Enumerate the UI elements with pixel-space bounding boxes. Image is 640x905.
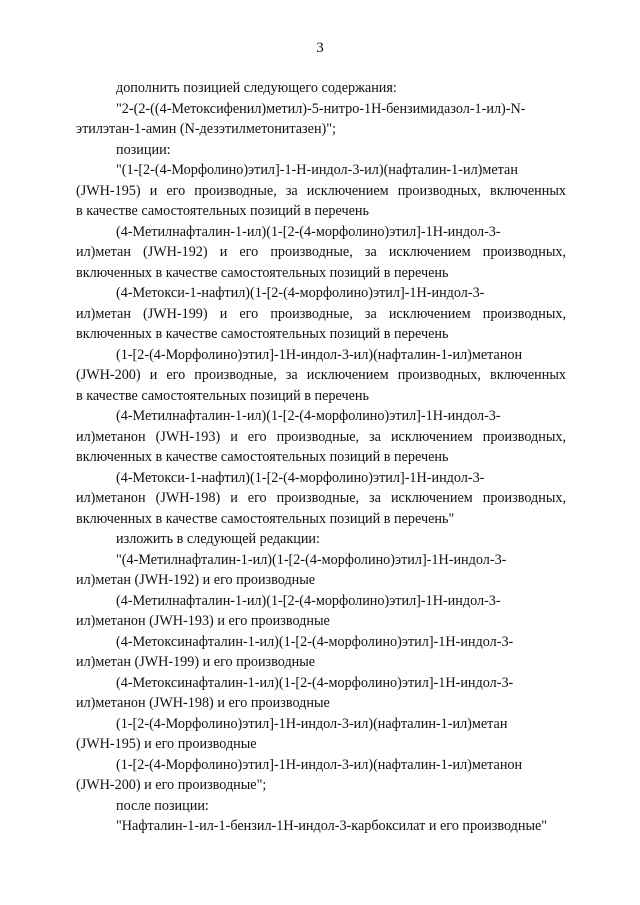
text-line: "(1-[2-(4-Морфолино)этил]-1-Н-индол-3-ил)(нафталин-1-ил)метан (116, 162, 518, 178)
text-line: (4-Метилнафталин-1-ил)(1-[2-(4-морфолино)этил]-1Н-индол-3- (116, 592, 501, 609)
text-line: (JWH-200) и его производные, за исключением производных, включенных (76, 367, 566, 383)
text-line: (4-Метокси-1-нафтил)(1-[2-(4-морфолино)этил]-1Н-индол-3- (116, 469, 485, 486)
text-line: этилэтан-1-амин (N-дезэтилметонитазен)"; (76, 121, 337, 137)
text-line: позиции: (116, 141, 171, 158)
text-line: (1-[2-(4-Морфолино)этил]-1Н-индол-3-ил)(нафталин-1-ил)метан (116, 715, 508, 732)
text-line: (4-Метоксинафталин-1-ил)(1-[2-(4-морфолино)этил]-1Н-индол-3- (116, 674, 514, 691)
text-line: ил)метанон (JWH-193) и его производные (76, 613, 330, 629)
text-line: (JWH-195) и его производные, за исключением производных, включенных (76, 182, 566, 199)
text-line: в качестве самостоятельных позиций в перечень (76, 387, 369, 404)
text-line: ил)метан (JWH-199) и его производные, за исключением производных, (76, 305, 566, 322)
text-line: (4-Метокси-1-нафтил)(1-[2-(4-морфолино)этил]-1Н-индол-3- (116, 285, 485, 301)
text-line: изложить в следующей редакции: (116, 531, 320, 547)
text-line: дополнить позицией следующего содержания: (116, 80, 397, 96)
text-line: (4-Метилнафталин-1-ил)(1-[2-(4-морфолино)этил]-1Н-индол-3- (116, 408, 501, 424)
text-line: включенных в качестве самостоятельных позиций в перечень (76, 326, 449, 342)
text-line: (1-[2-(4-Морфолино)этил]-1Н-индол-3-ил)(нафталин-1-ил)метанон (116, 756, 523, 773)
text-line: (JWH-195) и его производные (76, 736, 257, 752)
text-line: (4-Метилнафталин-1-ил)(1-[2-(4-морфолино)этил]-1Н-индол-3- (116, 223, 501, 240)
text-line: ил)метанон (JWH-193) и его производные, за исключением производных, (76, 428, 566, 445)
text-line: включенных в качестве самостоятельных позиций в перечень (76, 449, 449, 465)
text-line: ил)метан (JWH-192) и его производные (76, 572, 316, 588)
page-number: 3 (316, 40, 324, 56)
text-line: "Нафталин-1-ил-1-бензил-1Н-индол-3-карбоксилат и его производные" (116, 818, 548, 834)
text-line: после позиции: (116, 797, 209, 814)
document-body (76, 78, 566, 837)
text-line: ил)метанон (JWH-198) и его производные (76, 695, 330, 711)
text-line: ил)метан (JWH-192) и его производные, за исключением производных, (76, 244, 566, 260)
text-line: (4-Метоксинафталин-1-ил)(1-[2-(4-морфолино)этил]-1Н-индол-3- (116, 633, 514, 650)
text-line: включенных в качестве самостоятельных позиций в перечень (76, 264, 449, 281)
text-line: ил)метан (JWH-199) и его производные (76, 654, 316, 670)
text-line: "(4-Метилнафталин-1-ил)(1-[2-(4-морфолино)этил]-1Н-индол-3- (116, 551, 507, 568)
text-line: в качестве самостоятельных позиций в перечень (76, 203, 369, 219)
text-line: "2-(2-((4-Метоксифенил)метил)-5-нитро-1Н-бензимидазол-1-ил)-N- (116, 100, 526, 117)
text-line: ил)метанон (JWH-198) и его производные, за исключением производных, (76, 490, 566, 506)
text-line: (JWH-200) и его производные"; (76, 777, 267, 793)
text-line: (1-[2-(4-Морфолино)этил]-1Н-индол-3-ил)(нафталин-1-ил)метанон (116, 346, 523, 363)
text-line: включенных в качестве самостоятельных позиций в перечень" (76, 510, 455, 527)
